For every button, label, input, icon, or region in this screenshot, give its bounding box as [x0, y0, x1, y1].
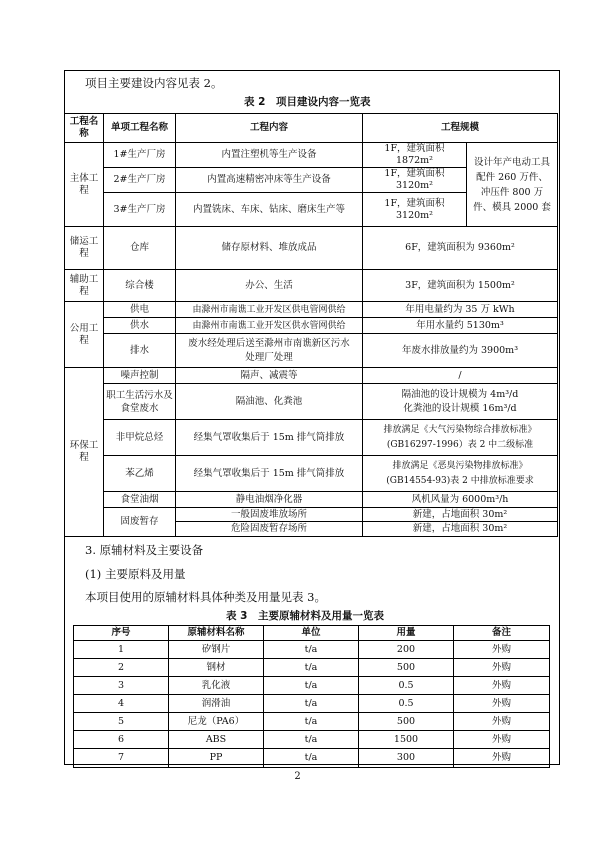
- item-scale: 1F，建筑面积 1872m²: [363, 143, 467, 168]
- header-unit: 单位: [264, 626, 359, 641]
- row-remark: 外购: [454, 641, 549, 659]
- item-scale: 年用水量约 5130m³: [363, 318, 557, 334]
- production-capacity: 设计年产电动工具配件 260 万件、冲压件 800 万件、模具 2000 套: [467, 143, 557, 227]
- row-material: 钢材: [169, 659, 264, 677]
- row-no: 6: [74, 731, 169, 749]
- subsection-heading: (1) 主要原料及用量: [85, 567, 186, 581]
- item-content: 由滁州市南谯工业开发区供水管网供给: [176, 318, 363, 334]
- category-auxiliary: 辅助工程: [65, 270, 104, 302]
- row-remark: 外购: [491, 752, 511, 763]
- row-no: 2: [74, 659, 169, 677]
- item-name: 苯乙烯: [104, 456, 176, 492]
- row-no: 4: [74, 695, 169, 713]
- header-scale: 工程规模: [363, 114, 557, 143]
- item-scale: [363, 420, 557, 456]
- category-utility: 公用工程: [65, 302, 104, 368]
- item-scale: 1F，建筑面积 3120m²: [363, 193, 467, 227]
- table2-intro: 项目主要建设内容见表 2。: [85, 76, 223, 90]
- item-name: 综合楼: [104, 270, 176, 302]
- item-content: 隔油池、化粪池: [176, 384, 363, 420]
- item-name: 职工生活污水及食堂废水: [104, 384, 176, 420]
- row-amount: 500: [359, 659, 454, 677]
- row-unit: t/a: [264, 677, 359, 695]
- item-name: 噪声控制: [104, 368, 176, 384]
- item-scale: [363, 384, 557, 420]
- row-amount: 0.5: [359, 695, 454, 713]
- row-material: 矽钢片: [169, 641, 264, 659]
- item-scale: 1F，建筑面积 3120m²: [363, 168, 467, 193]
- table2-caption: 表 2 项目建设内容一览表: [244, 96, 371, 108]
- row-amount: 0.5: [359, 677, 454, 695]
- item-name: 固废暂存: [104, 508, 176, 536]
- row-unit: t/a: [264, 641, 359, 659]
- row-material: 尼龙（PA6）: [169, 713, 264, 731]
- row-amount: 500: [359, 713, 454, 731]
- item-scale: 新建，占地面积 30m²: [363, 508, 557, 522]
- item-scale: 风机风量为 6000m³/h: [363, 492, 557, 508]
- raw-materials-table: [73, 625, 550, 768]
- header-material: 原辅材料名称: [169, 626, 264, 641]
- header-no: 序号: [74, 626, 169, 641]
- header-amount: 用量: [359, 626, 454, 641]
- row-remark: 外购: [454, 713, 549, 731]
- row-amount: 200: [359, 641, 454, 659]
- item-scale: 3F，建筑面积为 1500m²: [363, 270, 557, 302]
- header-remark: 备注: [454, 626, 549, 641]
- item-content: 废水经处理后送至滁州市南谯新区污水处理厂处理: [176, 334, 363, 368]
- item-content: 隔声、减震等: [176, 368, 363, 384]
- item-name: 食堂油烟: [104, 492, 176, 508]
- item-content: 由滁州市南谯工业开发区供电管网供给: [176, 302, 363, 318]
- category-storage: 储运工程: [65, 227, 104, 270]
- item-scale: 年用电量约为 35 万 kWh: [363, 302, 557, 318]
- table3-caption: 表 3 主要原辅材料及用量一览表: [226, 610, 384, 622]
- item-scale: 6F，建筑面积为 9360m²: [363, 227, 557, 270]
- item-name: 2#生产厂房: [104, 168, 176, 193]
- item-content: 内置铣床、车床、钻床、磨床生产等: [176, 193, 363, 227]
- row-remark: 外购: [454, 659, 549, 677]
- item-name: 非甲烷总烃: [104, 420, 176, 456]
- scale-line: 排放满足《恶臭污染物排放标准》: [392, 460, 528, 471]
- scale-line: (GB14554-93)表 2 中排放标准要求: [386, 475, 534, 486]
- item-content: 经集气罩收集后于 15m 排气筒排放: [176, 420, 363, 456]
- row-material: 乳化液: [169, 677, 264, 695]
- row-material: 润滑油: [169, 695, 264, 713]
- item-content: 经集气罩收集后于 15m 排气筒排放: [176, 456, 363, 492]
- row-remark: 外购: [454, 677, 549, 695]
- row-unit: t/a: [264, 749, 359, 767]
- item-scale: 年废水排放量约为 3900m³: [363, 334, 557, 368]
- section-heading: 3. 原辅材料及主要设备: [85, 543, 204, 557]
- table3-intro: 本项目使用的原辅材料具体种类及用量见表 3。: [85, 590, 326, 604]
- scale-line: (GB16297-1996）表 2 中二级标准: [386, 439, 534, 450]
- row-no: 1: [74, 641, 169, 659]
- page-number: 2: [294, 771, 301, 782]
- header-item: 单项工程名称: [104, 114, 176, 143]
- item-content: 一般固废堆放场所: [176, 508, 363, 522]
- row-no: 5: [74, 713, 169, 731]
- item-content: 危险固废暂存场所: [176, 522, 363, 536]
- item-content: 储存原材料、堆放成品: [176, 227, 363, 270]
- project-content-table: [64, 113, 558, 537]
- row-unit: t/a: [264, 659, 359, 677]
- item-scale: [363, 456, 557, 492]
- category-environmental: 环保工程: [65, 368, 104, 536]
- item-scale: /: [363, 368, 557, 384]
- scale-line: 排放满足《大气污染物综合排放标准》: [383, 424, 537, 435]
- item-name: 供水: [104, 318, 176, 334]
- row-no: 3: [74, 677, 169, 695]
- row-material: ABS: [169, 731, 264, 749]
- row-amount: 1500: [359, 731, 454, 749]
- item-name: 排水: [104, 334, 176, 368]
- row-amount: 300: [359, 749, 454, 767]
- row-no: 7: [74, 749, 169, 767]
- item-scale: 新建，占地面积 30m²: [412, 523, 508, 534]
- row-unit: t/a: [264, 695, 359, 713]
- row-unit: t/a: [264, 713, 359, 731]
- scale-line: 化粪池的设计规模 16m³/d: [403, 402, 517, 414]
- header-category: 工程名称: [65, 114, 104, 143]
- item-name: 仓库: [104, 227, 176, 270]
- item-name: 3#生产厂房: [104, 193, 176, 227]
- item-name: 1#生产厂房: [104, 143, 176, 168]
- row-remark: 外购: [454, 731, 549, 749]
- category-main: 主体工程: [65, 143, 104, 227]
- item-content: 内置注塑机等生产设备: [176, 143, 363, 168]
- header-content: 工程内容: [176, 114, 363, 143]
- item-name: 供电: [104, 302, 176, 318]
- row-unit: t/a: [264, 731, 359, 749]
- row-material: PP: [169, 749, 264, 767]
- item-content: 静电油烟净化器: [176, 492, 363, 508]
- item-content: 内置高速精密冲床等生产设备: [176, 168, 363, 193]
- row-remark: 外购: [454, 695, 549, 713]
- scale-line: 隔油池的设计规模为 4m³/d: [401, 388, 519, 400]
- item-content: 办公、生活: [176, 270, 363, 302]
